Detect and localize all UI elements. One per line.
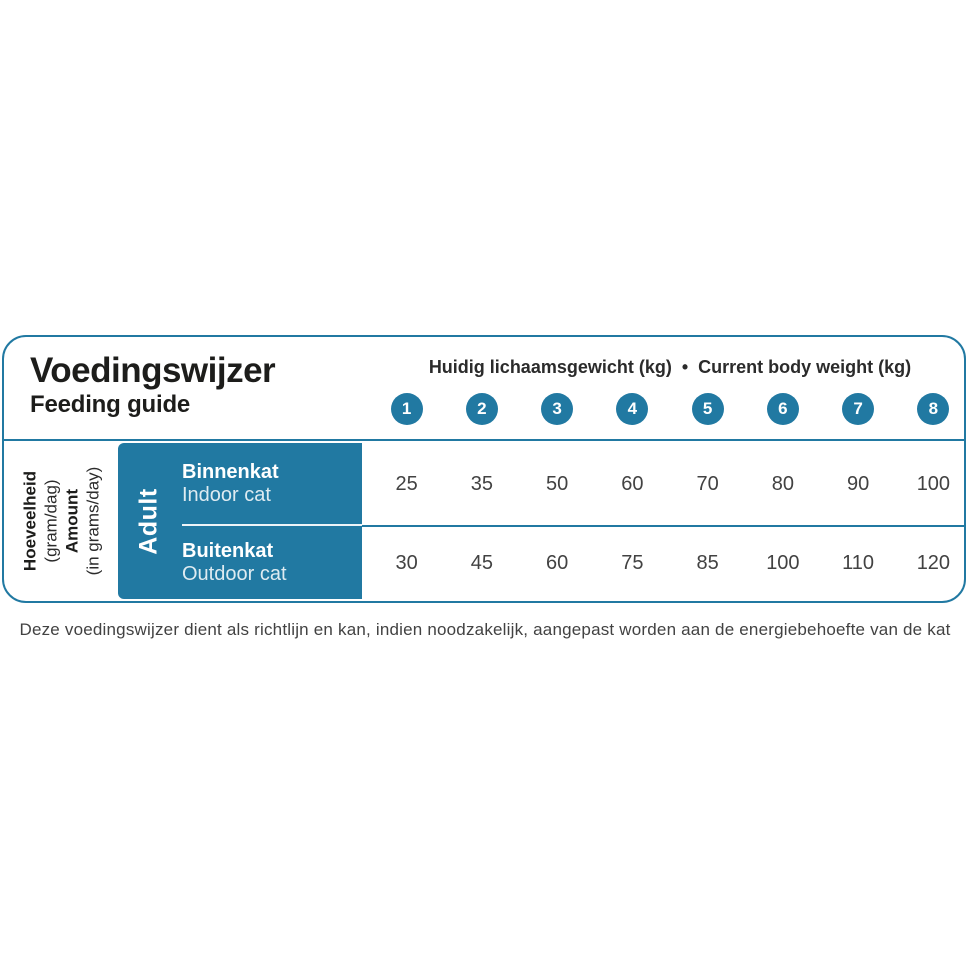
amount-unit-nl: (gram/dag) <box>40 479 60 563</box>
amount-value: 110 <box>842 551 875 574</box>
weight-circle-8: 8 <box>917 393 949 425</box>
life-stage-block <box>118 443 362 599</box>
amount-value: 35 <box>470 472 493 495</box>
amount-axis-label <box>4 443 118 599</box>
header-divider <box>4 439 964 441</box>
amount-value: 30 <box>395 551 418 574</box>
page-title: Voedingswijzer <box>30 351 276 390</box>
weight-header-en: Current body weight (kg) <box>698 357 912 377</box>
bullet-separator: • <box>681 357 689 377</box>
weight-circle-4: 4 <box>616 393 648 425</box>
amount-value: 50 <box>546 472 569 495</box>
weight-circle-3: 3 <box>541 393 573 425</box>
row-header-indoor-cat <box>182 443 354 524</box>
row-label-nl: Buitenkat <box>182 539 274 562</box>
row-label-en: Indoor cat <box>182 483 271 506</box>
amount-axis-label-text <box>19 467 103 576</box>
table-row-indoor-values <box>369 443 970 525</box>
amount-label-nl: Hoeveelheid <box>19 470 39 572</box>
weight-circle-2: 2 <box>466 393 498 425</box>
row-header-outdoor-cat <box>182 526 354 599</box>
amount-value: 70 <box>696 472 719 495</box>
amount-value: 60 <box>621 472 644 495</box>
amount-value: 120 <box>916 551 951 574</box>
amount-value: 60 <box>546 551 569 574</box>
weight-circle-row <box>369 393 970 425</box>
amount-value: 85 <box>696 551 719 574</box>
amount-unit-en: (in grams/day) <box>82 466 102 576</box>
table-row-outdoor-values <box>369 527 970 599</box>
weight-header-nl: Huidig lichaamsgewicht (kg) <box>428 357 672 377</box>
page-subtitle: Feeding guide <box>30 391 191 418</box>
amount-value: 80 <box>771 472 794 495</box>
amount-value: 90 <box>847 472 870 495</box>
amount-value: 100 <box>916 472 951 495</box>
row-label-en: Outdoor cat <box>182 562 287 585</box>
amount-value: 75 <box>621 551 644 574</box>
feeding-guide-card <box>2 335 966 603</box>
weight-header <box>369 357 970 378</box>
weight-circle-7: 7 <box>842 393 874 425</box>
amount-label-en: Amount <box>61 488 81 554</box>
amount-value: 100 <box>766 551 800 574</box>
disclaimer-text: Deze voedingswijzer dient als richtlijn en kan, indien noodzakelijk, aangepast worden aan de energiebehoefte van de kat <box>19 620 951 639</box>
amount-value: 45 <box>470 551 493 574</box>
weight-circle-5: 5 <box>692 393 724 425</box>
life-stage-text: Adult <box>134 487 163 555</box>
life-stage-label <box>118 443 180 599</box>
row-label-nl: Binnenkat <box>182 460 279 483</box>
weight-circle-6: 6 <box>767 393 799 425</box>
weight-circle-1: 1 <box>391 393 423 425</box>
amount-value: 25 <box>395 472 418 495</box>
